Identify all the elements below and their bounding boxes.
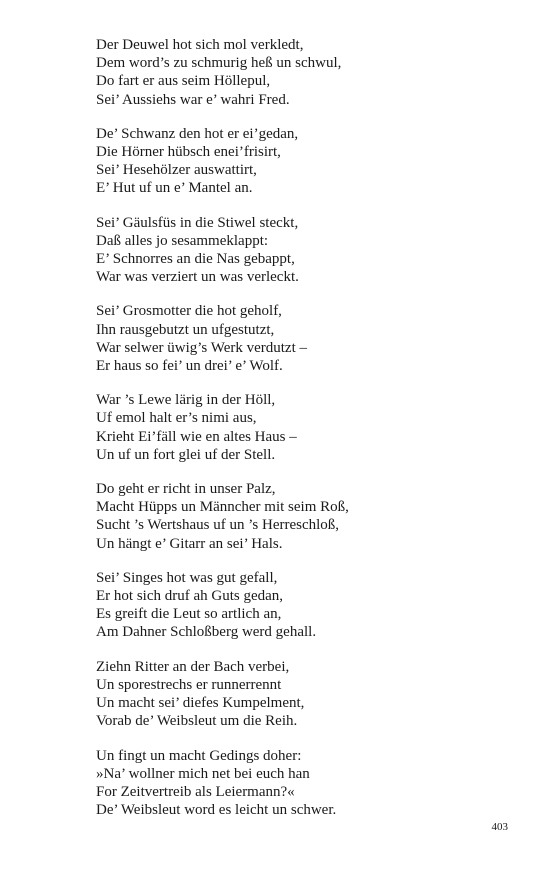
verse-line: Un fingt un macht Gedings doher: <box>96 747 302 764</box>
stanza-2 <box>96 125 516 198</box>
verse-line: Der Deuwel hot sich mol verkledt, <box>96 37 304 53</box>
verse-line: Vorab de’ Weibsleut um die Reih. <box>96 713 298 730</box>
verse-line: Un sporestrechs er runnerrennt <box>96 676 282 693</box>
verse-line: Am Dahner Schloßberg werd gehall. <box>96 624 317 641</box>
stanza-1 <box>96 36 516 109</box>
verse-line: Sei’ Singes hot was gut gefall, <box>96 569 278 586</box>
verse-line: Sei’ Gäulsfüs in die Stiwel steckt, <box>96 214 299 231</box>
verse-line: Er haus so fei’ un drei’ e’ Wolf. <box>96 358 283 375</box>
verse-line: Un macht sei’ diefes Kumpelment, <box>96 695 305 712</box>
verse-line: Ziehn Ritter an der Bach verbei, <box>96 658 290 675</box>
verse-line: Un uf un fort glei uf der Stell. <box>96 446 276 463</box>
verse-line: E’ Schnorres an die Nas gebappt, <box>96 251 295 268</box>
verse-line: Sucht ’s Wertshaus uf un ’s Herreschloß, <box>96 517 340 534</box>
stanza-7 <box>96 569 516 642</box>
verse-line: Uf emol halt er’s nimi aus, <box>96 410 257 427</box>
page-number: 403 <box>491 821 508 833</box>
verse-line: Die Hörner hübsch enei’frisirt, <box>96 144 281 161</box>
verse-line: For Zeitvertreib als Leiermann?« <box>96 783 295 800</box>
verse-line: Er hot sich druf ah Guts gedan, <box>96 588 284 605</box>
verse-line: De’ Weibsleut word es leicht un schwer. <box>96 802 337 819</box>
verse-line: Ihn rausgebutzt un ufgestutzt, <box>96 321 275 338</box>
verse-line: Macht Hüpps un Männcher mit seim Roß, <box>96 499 349 516</box>
verse-line: Sei’ Hesehölzer auswattirt, <box>96 162 257 179</box>
verse-line: Do geht er richt in unser Palz, <box>96 481 276 498</box>
verse-line: Do fart er aus seim Höllepul, <box>96 73 271 90</box>
stanza-8 <box>96 658 516 731</box>
stanza-9 <box>96 747 516 820</box>
verse-line: De’ Schwanz den hot er ei’gedan, <box>96 125 299 142</box>
verse-line: Daß alles jo sesammeklappt: <box>96 232 269 249</box>
verse-line: War selwer üwig’s Werk verdutzt – <box>96 339 307 356</box>
verse-line: Sei’ Grosmotter die hot geholf, <box>96 303 282 320</box>
stanza-4 <box>96 302 516 375</box>
stanza-3 <box>96 214 516 287</box>
verse-line: Es greift die Leut so artlich an, <box>96 606 282 623</box>
stanza-6 <box>96 480 516 553</box>
verse-line: War ’s Lewe lärig in der Höll, <box>96 392 276 409</box>
verse-line: War was verziert un was verleckt. <box>96 269 299 286</box>
stanza-5 <box>96 391 516 464</box>
verse-line: Dem word’s zu schmurig heß un schwul, <box>96 55 342 72</box>
verse-line: Un hängt e’ Gitarr an sei’ Hals. <box>96 535 283 552</box>
verse-line: Sei’ Aussiehs war e’ wahri Fred. <box>96 91 290 108</box>
verse-line: Krieht Ei’fäll wie en altes Haus – <box>96 428 297 445</box>
verse-line: E’ Hut uf un e’ Mantel an. <box>96 180 253 197</box>
poem <box>96 36 516 835</box>
verse-line: »Na’ wollner mich net bei euch han <box>96 765 310 782</box>
